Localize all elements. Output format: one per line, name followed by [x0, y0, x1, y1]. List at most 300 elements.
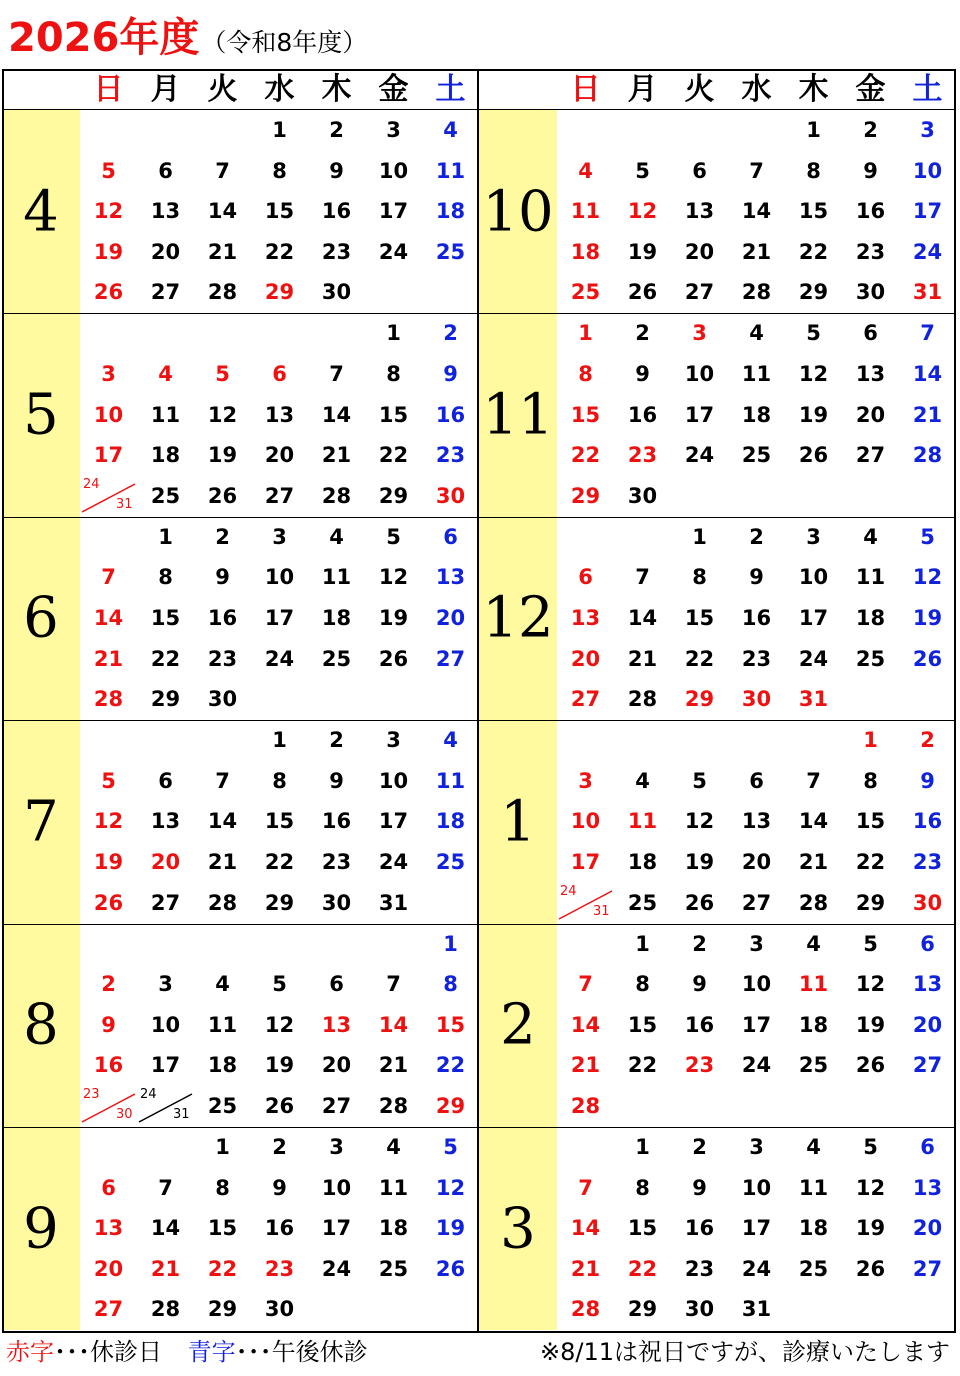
day-number: 23	[207, 646, 238, 671]
day-number: 12	[93, 199, 124, 224]
day-number: 14	[798, 809, 829, 834]
day-number: 12	[684, 809, 715, 834]
day-number: 10	[150, 1012, 181, 1037]
era-year-subtitle: （令和8年度）	[201, 28, 368, 57]
day-number: 8	[272, 158, 287, 183]
day-number: 13	[570, 606, 601, 630]
day-number: 25	[321, 646, 352, 671]
day-number: 21	[627, 646, 658, 671]
month-cell-12	[479, 517, 557, 720]
day-number: 23	[912, 850, 943, 874]
day-number: 22	[627, 1053, 658, 1078]
day-number: 13	[912, 1175, 943, 1200]
day-number: 25	[570, 280, 601, 305]
day-number: 2	[101, 972, 116, 997]
day-number: 18	[321, 606, 352, 630]
day-number: 4	[635, 768, 650, 793]
day-number: 5	[386, 524, 401, 549]
day-number: 25	[435, 850, 466, 874]
day-number: 15	[570, 402, 601, 427]
day-number: 29	[264, 890, 295, 915]
day-number: 1	[692, 524, 707, 549]
day-number: 13	[684, 199, 715, 224]
day-number: 4	[329, 524, 344, 549]
day-number: 16	[264, 1216, 295, 1241]
weekday-header-left-5: 金	[378, 72, 409, 107]
day-number: 18	[741, 402, 772, 427]
day-number: 6	[920, 931, 935, 956]
day-number: 14	[378, 1012, 409, 1037]
day-number: 23	[741, 646, 772, 671]
day-number: 28	[912, 443, 943, 468]
day-number: 27	[435, 646, 466, 671]
day-number: 26	[855, 1053, 886, 1078]
day-number: 4	[806, 931, 821, 956]
day-number: 18	[435, 199, 466, 224]
day-number: 9	[863, 158, 878, 183]
day-number: 2	[272, 1135, 287, 1159]
day-number: 6	[158, 158, 173, 183]
day-number: 7	[578, 1175, 593, 1200]
month-number: 4	[23, 179, 59, 245]
day-number: 26	[855, 1256, 886, 1281]
day-number: 18	[435, 809, 466, 834]
day-number: 19	[855, 1216, 886, 1241]
day-number: 20	[855, 402, 886, 427]
day-number: 16	[627, 402, 658, 427]
grid-border-top	[2, 69, 956, 71]
day-number: 29	[855, 890, 886, 915]
day-number: 18	[855, 606, 886, 630]
month-cell-6	[2, 517, 80, 720]
day-number: 29	[627, 1297, 658, 1322]
day-number: 20	[912, 1216, 943, 1241]
day-number: 2	[692, 1135, 707, 1159]
day-number: 9	[329, 158, 344, 183]
day-number: 2	[920, 728, 935, 753]
month-number: 6	[23, 585, 59, 651]
day-number: 27	[912, 1053, 943, 1078]
day-number: 12	[378, 565, 409, 590]
day-number: 12	[912, 565, 943, 590]
day-number: 21	[150, 1256, 181, 1281]
day-number: 3	[578, 768, 593, 793]
day-number: 4	[806, 1135, 821, 1159]
weekday-header-left-4: 木	[321, 72, 352, 107]
day-number: 21	[570, 1256, 601, 1281]
holiday-note: ※8/11は祝日ですが、診療いたします	[539, 1338, 950, 1366]
day-number: 13	[435, 565, 466, 590]
day-number: 11	[570, 199, 601, 224]
day-number: 8	[443, 972, 458, 997]
day-number: 20	[435, 606, 466, 630]
day-number: 19	[798, 402, 829, 427]
day-number: 12	[855, 1175, 886, 1200]
day-number: 19	[264, 1053, 295, 1078]
day-number: 11	[150, 402, 181, 427]
day-number: 15	[264, 199, 295, 224]
day-number: 28	[741, 280, 772, 305]
day-number: 28	[627, 687, 658, 712]
day-number: 22	[627, 1256, 658, 1281]
day-number: 22	[264, 239, 295, 264]
day-number: 24	[378, 850, 409, 874]
day-number: 15	[798, 199, 829, 224]
month-number: 11	[482, 382, 554, 448]
day-number: 27	[264, 483, 295, 508]
day-number: 8	[578, 362, 593, 386]
day-number: 1	[443, 931, 458, 956]
day-number: 30	[207, 687, 238, 712]
day-number: 8	[635, 972, 650, 997]
day-number: 7	[386, 972, 401, 997]
day-number: 16	[855, 199, 886, 224]
day-number: 13	[264, 402, 295, 427]
day-number: 22	[264, 850, 295, 874]
day-number: 21	[378, 1053, 409, 1078]
day-number: 10	[684, 362, 715, 386]
day-number: 12	[435, 1175, 466, 1200]
month-divider	[2, 1127, 956, 1128]
day-number: 19	[684, 850, 715, 874]
day-number: 15	[150, 606, 181, 630]
month-cell-7	[2, 720, 80, 923]
day-number-lower: 31	[116, 496, 133, 512]
day-number: 10	[93, 402, 124, 427]
month-number: 8	[23, 992, 59, 1058]
day-number: 29	[264, 280, 295, 305]
month-number: 2	[500, 992, 536, 1058]
month-number: 5	[23, 382, 59, 448]
day-number: 5	[692, 768, 707, 793]
day-number: 20	[264, 443, 295, 468]
day-number: 2	[329, 118, 344, 142]
day-number: 17	[741, 1012, 772, 1037]
month-cell-3	[479, 1127, 557, 1330]
day-number: 4	[158, 362, 173, 386]
month-divider	[2, 517, 956, 518]
day-number: 28	[207, 890, 238, 915]
day-number: 24	[741, 1256, 772, 1281]
day-number: 4	[215, 972, 230, 997]
day-number: 7	[806, 768, 821, 793]
day-number: 18	[798, 1012, 829, 1037]
month-cell-1	[479, 720, 557, 923]
day-number: 19	[435, 1216, 466, 1241]
day-number: 30	[684, 1297, 715, 1322]
day-number: 25	[378, 1256, 409, 1281]
day-number: 6	[443, 524, 458, 549]
day-number: 27	[912, 1256, 943, 1281]
day-number: 26	[798, 443, 829, 468]
day-number: 9	[443, 362, 458, 386]
month-cell-9	[2, 1127, 80, 1330]
day-number: 5	[863, 1135, 878, 1159]
weekday-header-right-2: 火	[684, 72, 715, 107]
day-number: 11	[855, 565, 886, 590]
day-number-upper: 24	[140, 1087, 157, 1102]
day-number: 18	[570, 239, 601, 264]
day-number: 23	[684, 1053, 715, 1078]
day-number: 1	[386, 321, 401, 346]
day-number-lower: 30	[116, 1107, 133, 1122]
day-number: 21	[93, 646, 124, 671]
legend-blue-label: 青字	[187, 1338, 236, 1366]
day-number: 11	[435, 768, 466, 793]
weekday-header-right-6: 土	[912, 72, 943, 107]
day-number: 20	[684, 239, 715, 264]
day-number: 22	[150, 646, 181, 671]
day-number: 15	[378, 402, 409, 427]
day-number: 28	[321, 483, 352, 508]
day-number: 10	[321, 1175, 352, 1200]
day-number: 25	[741, 443, 772, 468]
day-number: 23	[321, 850, 352, 874]
day-number: 8	[806, 158, 821, 183]
month-divider	[2, 313, 956, 314]
day-number: 1	[635, 1135, 650, 1159]
day-number: 28	[207, 280, 238, 305]
day-number: 26	[93, 280, 124, 305]
day-number: 24	[378, 239, 409, 264]
month-number: 3	[500, 1196, 536, 1262]
day-number: 2	[635, 321, 650, 346]
day-number: 1	[635, 931, 650, 956]
day-number: 31	[378, 890, 409, 915]
day-number: 14	[570, 1216, 601, 1241]
day-number: 10	[798, 565, 829, 590]
day-number: 6	[749, 768, 764, 793]
day-number: 1	[272, 118, 287, 142]
day-number: 26	[264, 1094, 295, 1118]
grid-border-bottom	[2, 1331, 956, 1333]
day-number: 8	[386, 362, 401, 386]
day-number: 24	[741, 1053, 772, 1078]
day-number: 16	[435, 402, 466, 427]
day-number: 7	[158, 1175, 173, 1200]
day-number: 6	[920, 1135, 935, 1159]
day-number: 22	[855, 850, 886, 874]
day-number: 6	[863, 321, 878, 346]
day-number: 30	[435, 483, 466, 508]
day-number: 10	[378, 158, 409, 183]
grid-border-right	[954, 69, 956, 1333]
day-number: 3	[692, 321, 707, 346]
day-number: 19	[855, 1012, 886, 1037]
day-number: 27	[684, 280, 715, 305]
day-number: 9	[692, 972, 707, 997]
day-number: 9	[635, 362, 650, 386]
day-number: 14	[207, 809, 238, 834]
day-number: 2	[329, 728, 344, 753]
day-number: 14	[93, 606, 124, 630]
day-number: 19	[378, 606, 409, 630]
day-number: 30	[264, 1297, 295, 1322]
day-number: 27	[321, 1094, 352, 1118]
day-number: 3	[749, 931, 764, 956]
day-number: 22	[378, 443, 409, 468]
day-number: 11	[627, 809, 658, 834]
day-number: 4	[749, 321, 764, 346]
day-number: 1	[578, 321, 593, 346]
month-cell-5	[2, 313, 80, 516]
day-number: 17	[150, 1053, 181, 1078]
weekday-header-right-3: 水	[741, 72, 772, 107]
day-number: 10	[378, 768, 409, 793]
day-number: 7	[920, 321, 935, 346]
day-number: 5	[101, 768, 116, 793]
day-number: 5	[920, 524, 935, 549]
day-number: 22	[570, 443, 601, 468]
day-number: 29	[378, 483, 409, 508]
day-number: 2	[863, 118, 878, 142]
day-number: 29	[207, 1297, 238, 1322]
day-number: 11	[798, 1175, 829, 1200]
day-number: 18	[150, 443, 181, 468]
stacked-date-cell	[557, 883, 614, 923]
day-number: 8	[635, 1175, 650, 1200]
month-number: 1	[500, 789, 536, 855]
day-number: 23	[321, 239, 352, 264]
day-number: 10	[741, 972, 772, 997]
day-number: 17	[570, 850, 601, 874]
day-number: 14	[627, 606, 658, 630]
day-number: 17	[912, 199, 943, 224]
day-number: 14	[912, 362, 943, 386]
day-number: 11	[435, 158, 466, 183]
day-number: 23	[684, 1256, 715, 1281]
day-number: 4	[578, 158, 593, 183]
day-number: 1	[863, 728, 878, 753]
day-number: 3	[272, 524, 287, 549]
day-number: 8	[215, 1175, 230, 1200]
day-number: 30	[855, 280, 886, 305]
day-number: 19	[627, 239, 658, 264]
day-number: 15	[264, 809, 295, 834]
day-number: 25	[855, 646, 886, 671]
day-number: 13	[150, 809, 181, 834]
legend-blue-desc: ･･･午後休診	[235, 1338, 368, 1366]
day-number: 26	[207, 483, 238, 508]
day-number: 26	[627, 280, 658, 305]
day-number: 14	[570, 1012, 601, 1037]
day-number: 19	[93, 850, 124, 874]
day-number: 18	[207, 1053, 238, 1078]
day-number-upper: 24	[83, 476, 100, 492]
day-number: 25	[207, 1094, 238, 1118]
day-number: 19	[93, 239, 124, 264]
weekday-header-left-2: 火	[207, 72, 238, 107]
day-number: 23	[627, 443, 658, 468]
grid-border-left	[2, 69, 4, 1333]
weekday-header-left-3: 水	[264, 72, 295, 107]
day-number: 24	[321, 1256, 352, 1281]
day-number: 28	[570, 1297, 601, 1322]
day-number: 6	[692, 158, 707, 183]
day-number: 3	[806, 524, 821, 549]
day-number: 9	[101, 1012, 116, 1037]
day-number: 12	[264, 1012, 295, 1037]
day-number: 12	[93, 809, 124, 834]
day-number: 9	[215, 565, 230, 590]
stacked-date-cell	[80, 476, 137, 516]
day-number: 7	[749, 158, 764, 183]
day-number: 20	[150, 850, 181, 874]
day-number: 27	[150, 890, 181, 915]
day-number: 21	[207, 239, 238, 264]
day-number: 10	[912, 158, 943, 183]
day-number: 26	[684, 890, 715, 915]
stacked-date-cell	[137, 1086, 194, 1126]
day-number: 16	[93, 1053, 124, 1078]
day-number: 18	[378, 1216, 409, 1241]
day-number: 6	[272, 362, 287, 386]
day-number: 30	[741, 687, 772, 712]
day-number: 27	[570, 687, 601, 712]
day-number: 22	[435, 1053, 466, 1078]
day-number: 17	[741, 1216, 772, 1241]
day-number: 30	[627, 483, 658, 508]
day-number: 20	[321, 1053, 352, 1078]
day-number: 14	[321, 402, 352, 427]
day-number: 9	[749, 565, 764, 590]
day-number: 8	[272, 768, 287, 793]
day-number: 16	[321, 199, 352, 224]
day-number-upper: 24	[560, 883, 577, 899]
day-number: 9	[329, 768, 344, 793]
day-number: 5	[272, 972, 287, 997]
day-number: 3	[386, 728, 401, 753]
day-number: 18	[627, 850, 658, 874]
day-number: 6	[329, 972, 344, 997]
day-number: 21	[321, 443, 352, 468]
day-number: 26	[93, 890, 124, 915]
day-number: 16	[684, 1012, 715, 1037]
month-number: 10	[482, 179, 554, 245]
month-cell-8	[2, 924, 80, 1127]
day-number: 3	[749, 1135, 764, 1159]
day-number: 30	[321, 280, 352, 305]
day-number: 29	[570, 483, 601, 508]
day-number: 19	[912, 606, 943, 630]
day-number: 29	[435, 1094, 466, 1118]
day-number: 27	[741, 890, 772, 915]
day-number: 21	[912, 402, 943, 427]
day-number: 18	[798, 1216, 829, 1241]
day-number: 28	[570, 1094, 601, 1118]
day-number: 4	[443, 728, 458, 753]
month-number: 7	[23, 789, 59, 855]
day-number: 14	[207, 199, 238, 224]
day-number: 5	[101, 158, 116, 183]
legend-red-desc: ･･･休診日	[54, 1338, 162, 1366]
weekday-header-right-4: 木	[798, 72, 829, 107]
day-number: 19	[207, 443, 238, 468]
day-number: 20	[150, 239, 181, 264]
day-number: 22	[798, 239, 829, 264]
day-number: 28	[378, 1094, 409, 1118]
day-number: 1	[806, 118, 821, 142]
day-number: 13	[150, 199, 181, 224]
day-number: 3	[386, 118, 401, 142]
day-number: 13	[855, 362, 886, 386]
day-number: 27	[855, 443, 886, 468]
day-number: 26	[378, 646, 409, 671]
day-number: 25	[798, 1053, 829, 1078]
month-divider	[2, 720, 956, 721]
day-number: 11	[741, 362, 772, 386]
day-number: 24	[264, 646, 295, 671]
